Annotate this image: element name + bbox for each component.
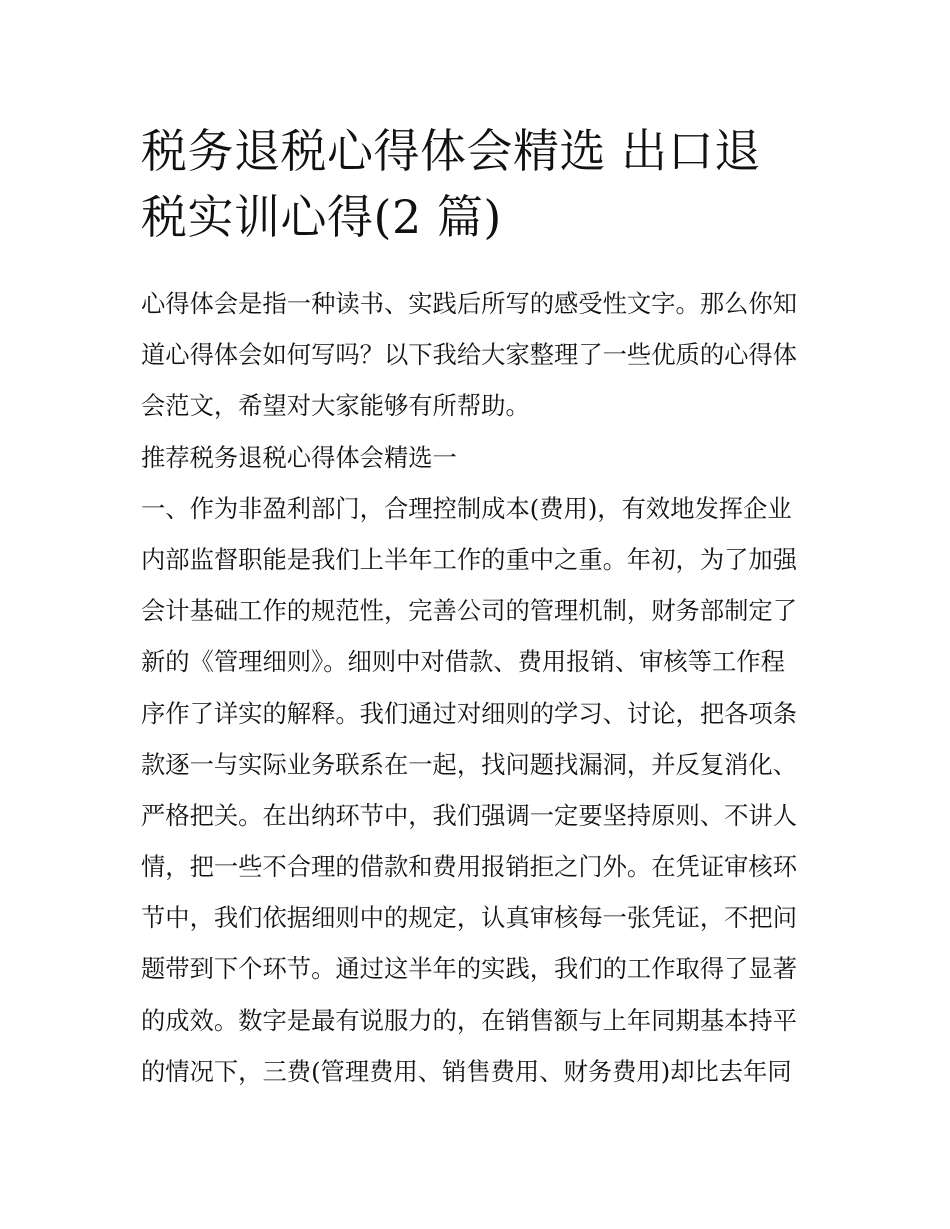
body-line: 会计基础工作的规范性，完善公司的管理机制，财务部制定了 — [141, 596, 798, 626]
body-line: 一、作为非盈利部门，合理控制成本(费用)，有效地发挥企业 — [141, 493, 792, 523]
body-line: 新的《管理细则》。细则中对借款、费用报销、审核等工作程 — [141, 647, 785, 677]
body-line: 会范文，希望对大家能够有所帮助。 — [141, 391, 530, 421]
body-line: 序作了详实的解释。我们通过对细则的学习、讨论，把各项条 — [141, 698, 798, 728]
body-line: 情，把一些不合理的借款和费用报销拒之门外。在凭证审核环 — [141, 852, 798, 882]
title-line: 税务退税心得体会精选 出口退 — [141, 124, 761, 178]
document-title — [141, 118, 821, 250]
body-line: 题带到下个环节。通过这半年的实践，我们的工作取得了显著 — [141, 954, 798, 984]
body-line: 严格把关。在出纳环节中，我们强调一定要坚持原则、不讲人 — [141, 800, 798, 830]
body-line: 内部监督职能是我们上半年工作的重中之重。年初，为了加强 — [141, 544, 798, 574]
section-heading: 推荐税务退税心得体会精选一 — [141, 442, 457, 472]
body-line: 款逐一与实际业务联系在一起，找问题找漏洞，并反复消化、 — [141, 749, 798, 779]
body-line: 的成效。数字是最有说服力的，在销售额与上年同期基本持平 — [141, 1005, 798, 1035]
body-line: 的情况下，三费(管理费用、销售费用、财务费用)却比去年同 — [141, 1056, 792, 1086]
title-line: 税实训心得(2 篇) — [141, 190, 502, 244]
document-body — [141, 278, 821, 1097]
body-line: 道心得体会如何写吗？以下我给大家整理了一些优质的心得体 — [141, 340, 798, 370]
body-line: 心得体会是指一种读书、实践后所写的感受性文字。那么你知 — [141, 289, 798, 318]
body-line: 节中，我们依据细则中的规定，认真审核每一张凭证，不把问 — [141, 903, 798, 933]
